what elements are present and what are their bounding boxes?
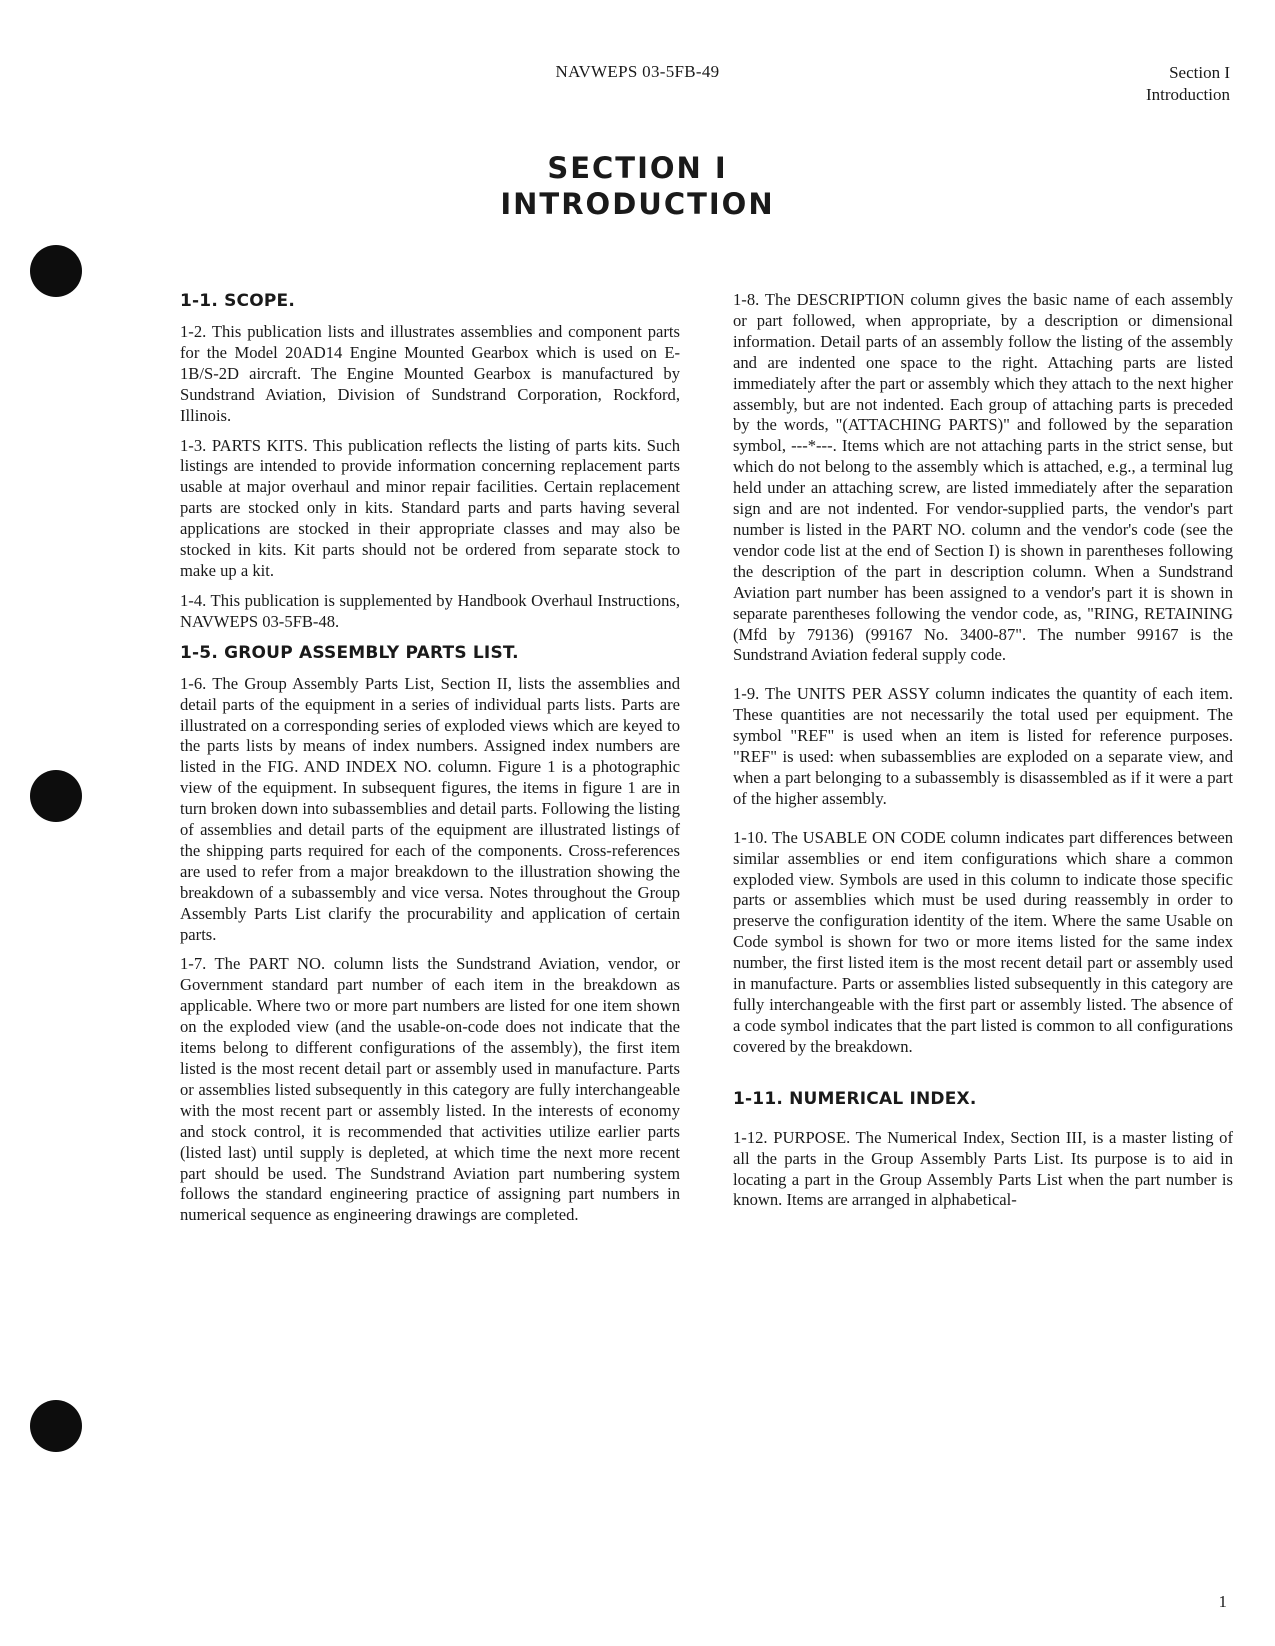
paragraph-1-2: 1-2. This publication lists and illustrates assemblies and component parts for the Model 20AD14 Engine Mounted Gearbox which is used on E-1B/S-2D aircraft. The Engine Mounted Gearbox is manufactured by Sundstrand Aviation, Division of Sundstrand Corporation, Rockford, Illinois. [180, 322, 680, 425]
paragraph-1-4: 1-4. This publication is supplemented by Handbook Overhaul Instructions, NAVWEPS 03-5FB-48. [180, 590, 680, 631]
paragraph-1-12: 1-12. PURPOSE. The Numerical Index, Section III, is a master listing of all the parts in the Group Assembly Parts List. Its purpose is to aid in locating a part in the Group Assembly Parts List when the part number is known. Items are arranged in alphabetical- [733, 1127, 1233, 1210]
paragraph-1-6: 1-6. The Group Assembly Parts List, Section II, lists the assemblies and detail parts of the equipment in a series of individual parts lists. Parts are illustrated on a corresponding series of exploded views which are keyed to the parts lists by means of index numbers. Assigned index numbers are listed in the FIG. AND INDEX NO. column. Figure 1 is a photographic view of the equipment. In subsequent figures, the items in figure 1 are in turn broken down into subassemblies and detail parts. Following the listing of assemblies and detail parts of the equipment are illustrated listings of the shipping parts required for each of the components. Cross-references are used to refer from a major breakdown to the illustration showing the breakdown of a subassembly and vice versa. Notes throughout the Group Assembly Parts List clarify the procurability and application of certain parts. [180, 673, 680, 944]
heading-group-assembly-parts-list: 1-5. GROUP ASSEMBLY PARTS LIST. [180, 642, 519, 663]
heading-numerical-index: 1-11. NUMERICAL INDEX. [733, 1088, 977, 1109]
page-number: 1 [1218, 1592, 1227, 1611]
paragraph-1-7: 1-7. The PART NO. column lists the Sundstrand Aviation, vendor, or Government standard part number of each item in the breakdown as applicable. Where two or more part numbers are listed for one item shown on the exploded view (and the usable-on-code does not indicate that the items belong to different configurations of the assembly), the first item listed is the most recent detail part or assembly used in manufacture. Parts or assemblies listed subsequently in this category are fully interchangeable with the most recent part or assembly listed. In the interests of economy and stock control, it is recommended that activities utilize earlier parts (listed last) until supply is depleted, at which time the next more recent part should be used. The Sundstrand Aviation part numbering system follows the standard engineering practice of assigning part numbers in numerical sequence as engineering drawings are completed. [180, 954, 680, 1225]
title-line-2: INTRODUCTION [500, 187, 775, 221]
paragraph-1-10: 1-10. The USABLE ON CODE column indicates part differences between similar assemblies or end item configurations which share a common exploded view. Symbols are used in this column to indicate those specific parts or assemblies which must be used during reassembly in order to preserve the configuration identity of the item. Where the same Usable on Code symbol is shown for two or more items listed for the same index number, the first listed item is the most recent detail part or assembly used in manufacture. Parts or assemblies listed subsequently in this category are fully interchangeable with the first part or assembly listed. The absence of a code symbol indicates that the part listed is common to all configurations covered by the breakdown. [733, 827, 1233, 1056]
title-line-1: SECTION I [547, 151, 728, 185]
paragraph-1-3: 1-3. PARTS KITS. This publication reflects the listing of parts kits. Such listings are intended to provide information concerning replacement parts usable at major overhaul and minor repair facilities. Certain replacement parts are stocked only in kits. Standard parts and parts having several applications are stocked in their appropriate classes and may also be stocked in kits. Kit parts should not be ordered from separate stock to make up a kit. [180, 435, 680, 580]
section-label: Section I [1169, 63, 1230, 82]
binder-hole-middle [30, 770, 82, 822]
paragraph-1-9: 1-9. The UNITS PER ASSY column indicates the quantity of each item. These quantities are not necessarily the total used per equipment. The symbol "REF" is used when an item is listed for reference purposes. "REF" is used: when subassemblies are exploded on a separate view, and when a part belonging to a subassembly is disassembled as if it were a part of the higher assembly. [733, 684, 1233, 808]
section-name: Introduction [1145, 85, 1230, 104]
binder-hole-bottom [30, 1400, 82, 1452]
paragraph-1-8: 1-8. The DESCRIPTION column gives the basic name of each assembly or part followed, when appropriate, by a description or dimensional information. Detail parts of an assembly follow the listing of the assembly and are indented one space to the right. Attaching parts are listed immediately after the part or assembly which they attach to the next higher assembly, but are not indented. Each group of attaching parts is preceded by the words, "(ATTACHING PARTS)" and followed by the separation symbol, ---*---. Items which are not attaching parts in the strict sense, but which do not belong to the assembly which is attached, e.g., a terminal lug held under an attaching screw, are listed immediately after the separation sign and are not indented. For vendor-supplied parts, the vendor's part number is listed in the PART NO. column and the vendor's code (see the vendor code list at the end of Section I) is shown in parentheses following the description of the part in description column. When a Sundstrand Aviation part number has been assigned to a vendor's part it is shown in separate parentheses following the vendor code, as, "RING, RETAINING (Mfd by 79136) (99167 No. 3400-87". The number 99167 is the Sundstrand Aviation federal supply code. [733, 290, 1233, 665]
right-column [733, 290, 1233, 1220]
heading-scope: 1-1. SCOPE. [180, 291, 295, 311]
page-title [0, 150, 1275, 222]
section-header [1146, 62, 1230, 106]
left-column [180, 290, 680, 1235]
document-number: NAVWEPS 03-5FB-49 [555, 62, 720, 81]
binder-hole-top [30, 245, 82, 297]
